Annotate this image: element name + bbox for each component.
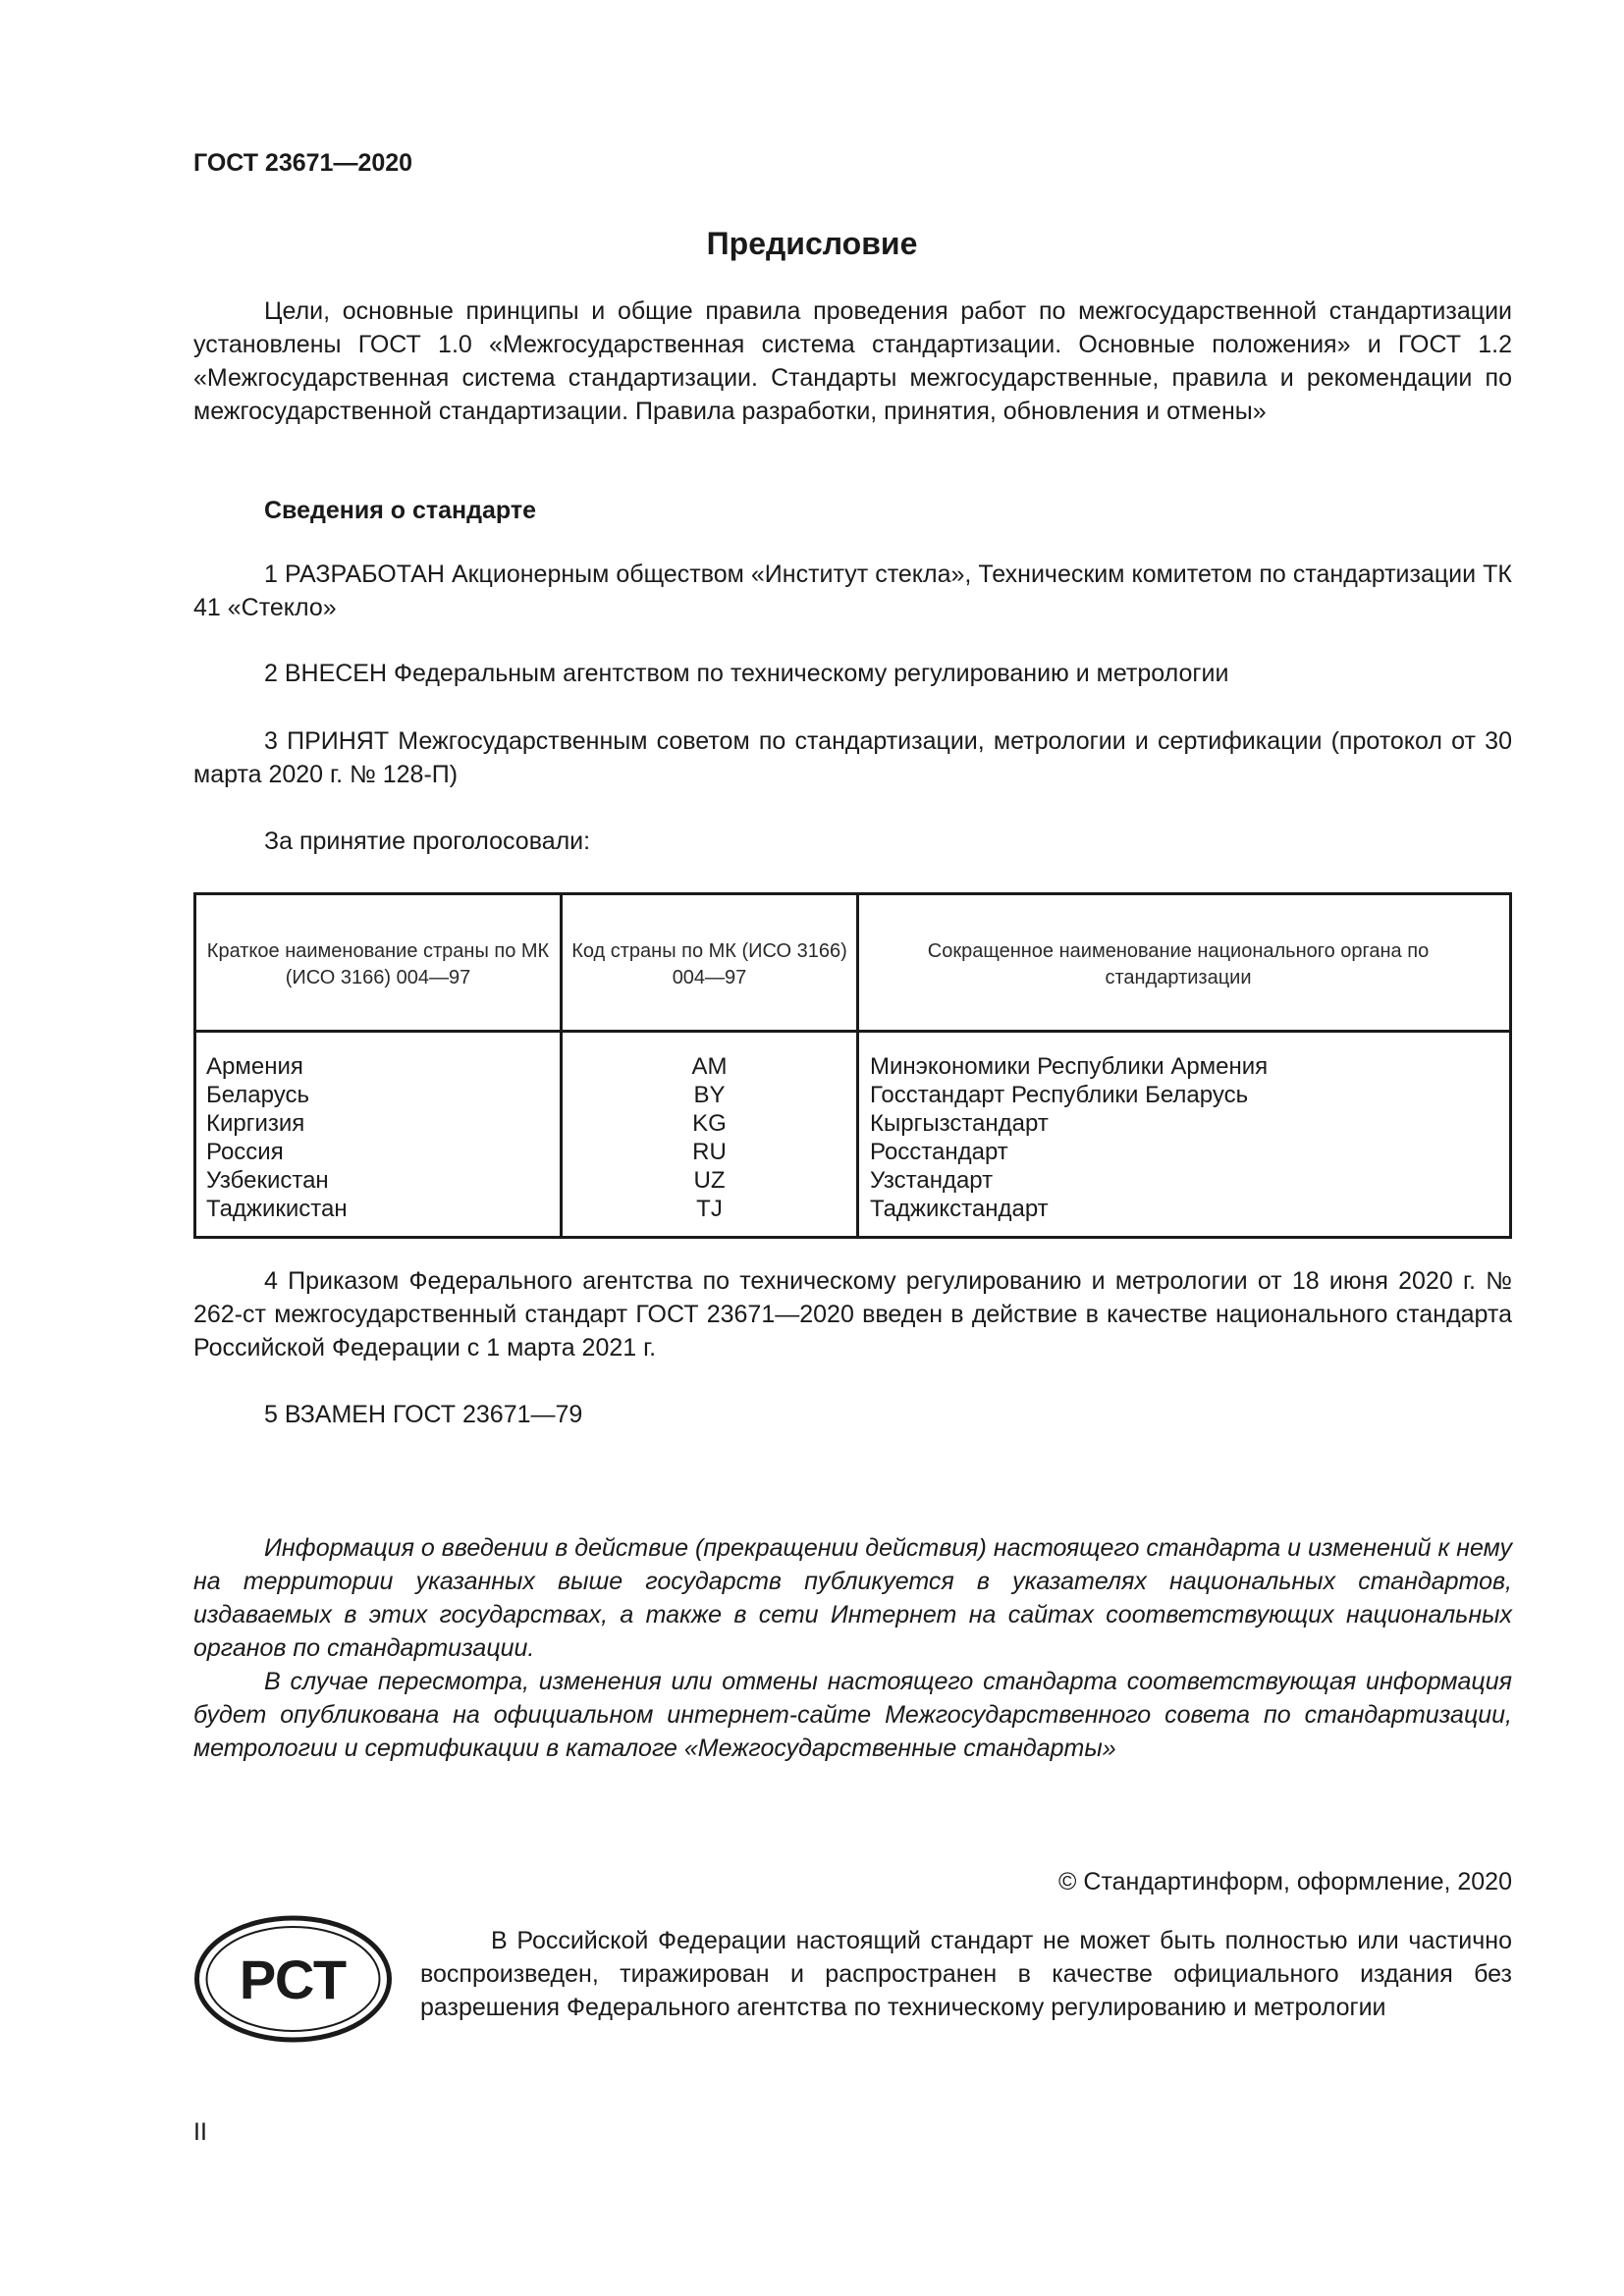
- intro-text: Цели, основные принципы и общие правила проведения работ по межгосударственной стандартизации установлены ГОСТ 1.0 «Межгосударственная система стандартизации. Основные положения» и ГОСТ 1.2 «Межгосударственная система стандартизации. Стандарты межгосударственные, правила и рекомендации по межгосударственной стандартизации. Правила разработки, принятия, обновления и отмены»: [193, 297, 1512, 425]
- table-cell: Росстандарт: [870, 1139, 1008, 1165]
- table-header-divider: [196, 1030, 1509, 1033]
- item-3-paragraph: [193, 724, 1512, 791]
- table-cell: Таджикстандарт: [870, 1196, 1049, 1222]
- table-cell: RU: [692, 1139, 727, 1165]
- table-cell: Россия: [206, 1139, 284, 1165]
- table-divider: [856, 895, 859, 1236]
- intro-paragraph: [193, 294, 1512, 428]
- table-cell: Кыргызстандарт: [870, 1110, 1049, 1137]
- copyright-line: © Стандартинформ, оформление, 2020: [1058, 1868, 1512, 1896]
- table-column-agency: [870, 1052, 1498, 1223]
- table-cell: Беларусь: [206, 1082, 309, 1108]
- table-cell: Госстандарт Республики Беларусь: [870, 1082, 1249, 1108]
- page-title: Предисловие: [706, 226, 918, 261]
- item-2-text: 2 ВНЕСЕН Федеральным агентством по техническому регулированию и метрологии: [264, 660, 1229, 687]
- table-cell: KG: [692, 1110, 727, 1137]
- table-cell: Минэкономики Республики Армения: [870, 1053, 1269, 1080]
- item-1-paragraph: [193, 558, 1512, 624]
- rf-notice-text: В Российской Федерации настоящий стандарт не может быть полностью или частично воспроизведен, тиражирован и распространен в качестве официального издания без разрешения Федерального агентства по техническому регулированию и метрологии: [420, 1927, 1512, 2021]
- table-cell: TJ: [696, 1196, 723, 1222]
- table-cell: Армения: [206, 1053, 303, 1080]
- table-column-country: [206, 1052, 550, 1223]
- table-cell: BY: [693, 1082, 726, 1108]
- rst-logo-icon: [193, 1914, 393, 2044]
- table-cell: Узстандарт: [870, 1167, 994, 1194]
- table-cell: UZ: [693, 1167, 726, 1194]
- rf-notice-paragraph: [420, 1924, 1512, 2024]
- logo-lettering: РСТ: [239, 1949, 348, 2010]
- table-cell: Таджикистан: [206, 1196, 348, 1222]
- table-column-code: [563, 1052, 856, 1223]
- item-5-text: 5 ВЗАМЕН ГОСТ 23671—79: [264, 1401, 583, 1428]
- item-4-text: 4 Приказом Федерального агентства по техническому регулированию и метрологии от 18 июня 2020 г. № 262-ст межгосударственный стандарт ГОСТ 23671—2020 введен в действие в качестве национального стандарта Российской Федерации с 1 марта 2021 г.: [193, 1267, 1512, 1362]
- table-cell: Киргизия: [206, 1110, 305, 1137]
- table-header-country: Краткое наименование страны по МК (ИСО 3166) 004—97: [206, 940, 550, 988]
- table-header-agency: Сокращенное наименование национального органа по стандартизации: [927, 940, 1430, 988]
- info-heading: Сведения о стандарте: [264, 497, 537, 524]
- item-4-paragraph: [193, 1264, 1512, 1364]
- document-code-header: ГОСТ 23671—2020: [193, 149, 413, 177]
- voted-label: За принятие проголосовали:: [264, 828, 591, 855]
- notice-block: [193, 1531, 1512, 1765]
- table-cell: Узбекистан: [206, 1167, 329, 1194]
- voting-table: [193, 892, 1512, 1239]
- item-3-text: 3 ПРИНЯТ Межгосударственным советом по стандартизации, метрологии и сертификации (протокол от 30 марта 2020 г. № 128-П): [193, 727, 1512, 788]
- page-number: II: [193, 2118, 207, 2146]
- table-cell: AM: [691, 1053, 728, 1080]
- notice-paragraph-1: Информация о введении в действие (прекращении действия) настоящего стандарта и изменений к нему на территории указанных выше государств публикуется в указателях национальных стандартов, издаваемых в этих государствах, а также в сети Интернет на сайтах соответствующих национальных органов по стандартизации.: [193, 1534, 1512, 1662]
- notice-paragraph-2: В случае пересмотра, изменения или отмены настоящего стандарта соответствующая информация будет опубликована на официальном интернет-сайте Межгосударственного совета по стандартизации, метрологии и сертификации в каталоге «Межгосударственные стандарты»: [193, 1668, 1512, 1762]
- item-1-text: 1 РАЗРАБОТАН Акционерным обществом «Институт стекла», Техническим комитетом по стандартизации ТК 41 «Стекло»: [193, 561, 1512, 621]
- table-header-code: Код страны по МК (ИСО 3166) 004—97: [571, 940, 847, 988]
